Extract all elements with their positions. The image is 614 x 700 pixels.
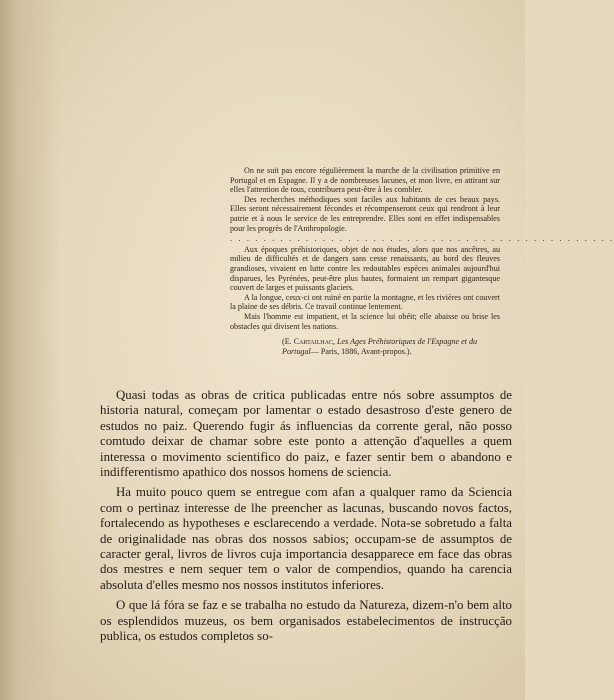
epigraph-quote [230, 166, 614, 356]
quote-paragraph: Mais l'homme est impatient, et la science lui obéit; elle abaisse ou brise les obstacles qui divisent les nations. [230, 311, 500, 331]
main-text [100, 388, 512, 650]
citation-work: Les Ages Préhistoriques de l'Espagne et du Portugal [282, 337, 478, 356]
ellipsis-divider: . . . . . . . . . . . . . . . . . . . . . . . . . . . . . . . . . . . . . . . . . . . . . . [230, 234, 614, 244]
body-paragraph: Quasi todas as obras de critica publicadas entre nós sobre assumptos de historia natural, começam por lamentar o estado desastroso d'este genero de estudos no paiz. Querendo fugir ás influencias da corrente geral, não posso comtudo deixar de chamar sobre este ponto a attenção d'aquelles a quem interessa o movimento scientifico do paiz, e fazer sentir bem o abandono e indifferentismo apathico dos nossos homens de sciencia. [100, 388, 512, 480]
page-gutter-shadow [0, 0, 60, 700]
citation-author: Cartailhac, [293, 337, 335, 347]
body-paragraph: Ha muito pouco quem se entregue com afan a qualquer ramo da Sciencia com o pertinaz interesse de lhe preencher as lacunas, buscando novos factos, fortalecendo as hypotheses e esclarecendo a verdade. Nota-se sobretudo a falta de originalidade nas obras dos nossos sabios; occupam-se de assumptos de caracter geral, livros de livros cuja importancia desapparece em face das obras dos mestres e nem sequer tem o valor de compendios, quando ha carencia absoluta d'elles mesmo nos nossos institutos inferiores. [100, 485, 512, 592]
citation-open: (E. [282, 337, 292, 347]
quote-citation [230, 337, 500, 356]
quote-paragraph: A la longue, ceux-ci ont ruiné en partie la montagne, et les rivières ont couvert la plaine de ses débris. Ce travail continue lentement. [230, 292, 500, 312]
body-paragraph: O que lá fóra se faz e se trabalha no estudo da Natureza, dizem-n'o bem alto os esplendidos muzeus, os bem organisados estabelecimentos de instrucção publica, os estudos completos so- [100, 598, 512, 644]
quote-paragraph: On ne suit pas encore régulièrement la marche de la civilisation primitive en Portugal et en Espagne. Il y a de nombreuses lacunes, et mon livre, en attirant sur elles l'attention de tous, contribuera peut-être à les combler. [230, 166, 500, 195]
quote-paragraph: Aux époques préhistoriques, objet de nos études, alors que nos ancêtres, au milieu de difficultés et de dangers sans cesse renaissants, au bord des fleuves grandioses, vivaient en lutte contre les redoutables espèces animales aujourd'hui disparues, les Pyrénées, peut-être plus hautes, formaient un rempart gigantesque couvert de larges et puissants glaciers. [230, 244, 500, 293]
citation-rest: — Paris, 1886, Avant-propos.). [310, 346, 412, 356]
quote-paragraph: Des recherches méthodiques sont faciles aux habitants de ces beaux pays. Elles seront nécessairement fécondes et récompenseront ceux qui rendront à leur patrie et à nous le service de les entreprendre. Elles sont en effet indispensables pour les progrès de l'Anthropologie. [230, 194, 500, 233]
